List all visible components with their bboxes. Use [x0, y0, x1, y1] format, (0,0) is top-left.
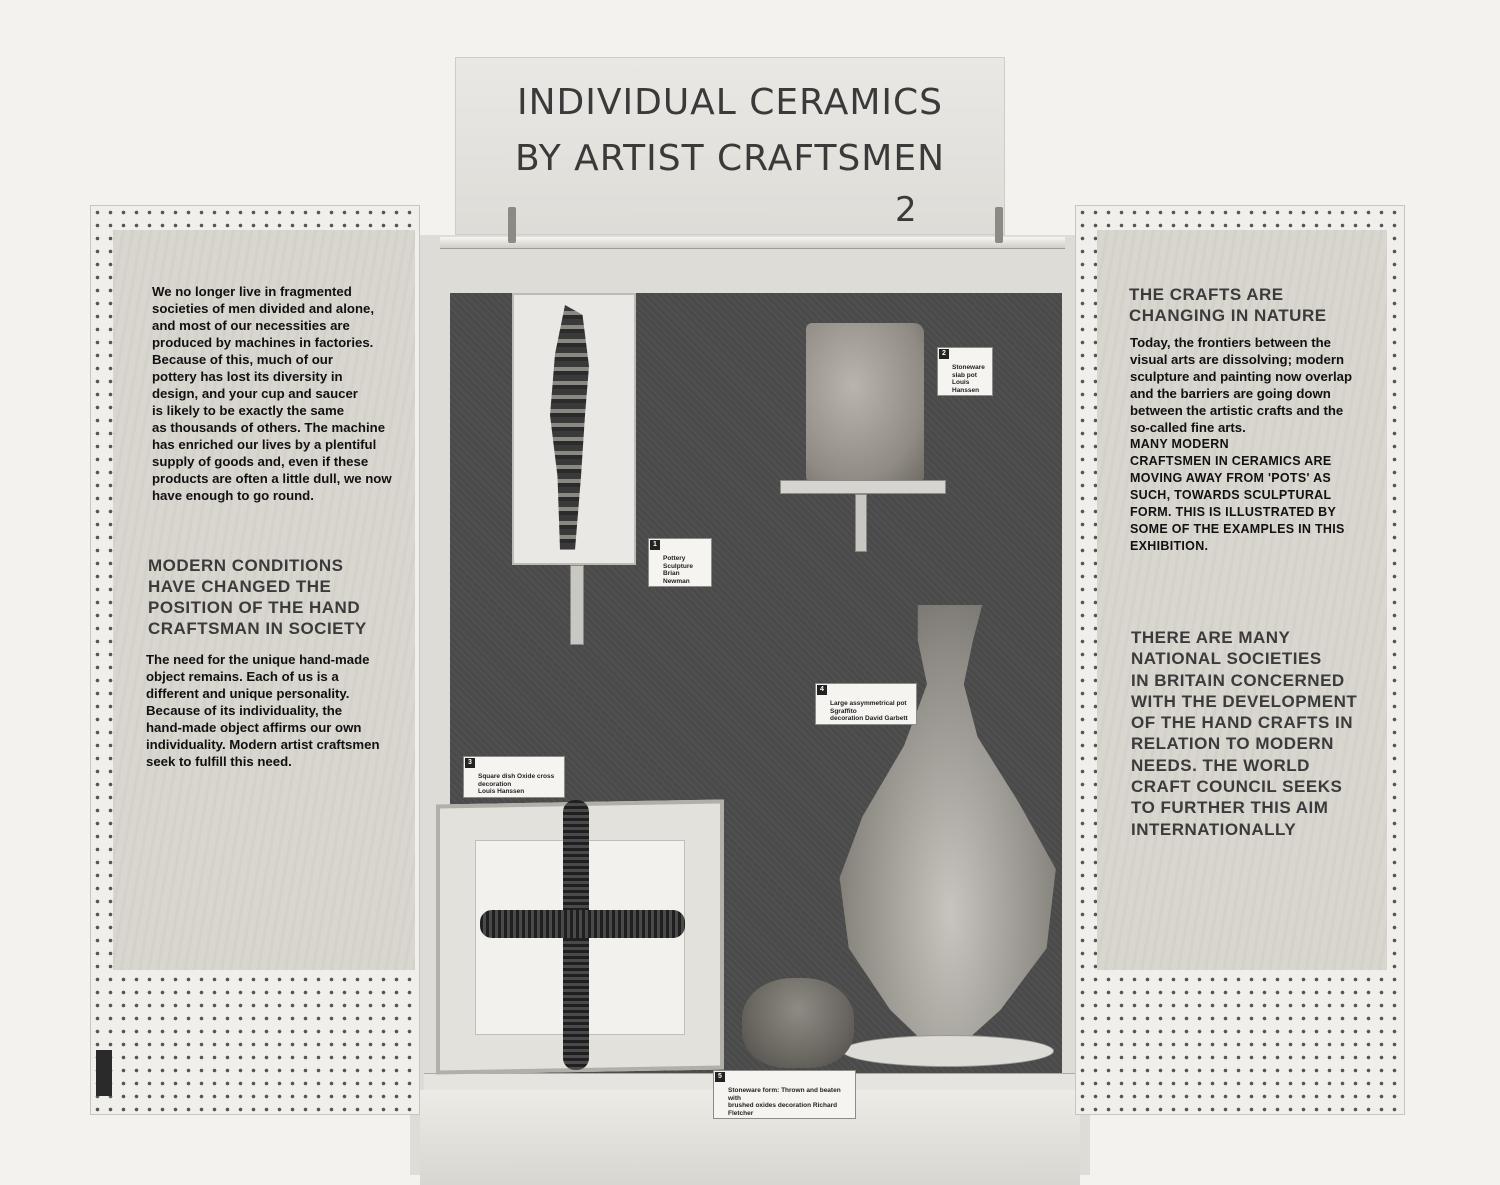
exhibit-label-1 — [648, 538, 712, 587]
exhibit-label-4-text: Large assymmetrical pot Sgraffito decoration David Garbett — [830, 700, 908, 722]
exhibit-label-2 — [937, 347, 993, 396]
exhibit-label-5-number: 5 — [715, 1072, 725, 1082]
inventory-tag — [96, 1050, 112, 1096]
left-body-text: The need for the unique hand-made object remains. Each of us is a different and unique personality. Because of its individuality, the hand-made object affirms our own individuality. Modern artist craftsmen seek to fulfill this need. — [146, 652, 380, 769]
right-heading-2: THERE ARE MANY NATIONAL SOCIETIES IN BRITAIN CONCERNED WITH THE DEVELOPMENT OF THE HAND CRAFTS IN RELATION TO MODERN NEEDS. THE WORLD CRAFT COUNCIL SEEKS TO FURTHER THIS AIM INTERNATIONALLY — [1131, 628, 1358, 839]
left-intro-text: We no longer live in fragmented societies of men divided and alone, and most of our necessities are produced by machines in factories. Because of this, much of our pottery has lost its diversity in design, and your cup and saucer is likely to be exactly the same as thousands of others. The machine has enriched our lives by a plentiful supply of goods and, even if these products are often a little dull, we now have enough to go round. — [152, 284, 392, 503]
exhibit-label-1-number: 1 — [650, 540, 660, 550]
left-heading: MODERN CONDITIONS HAVE CHANGED THE POSITION OF THE HAND CRAFTSMAN IN SOCIETY — [148, 556, 367, 638]
exhibit-3-cross-horizontal — [480, 910, 685, 938]
exhibit-2-shelf — [780, 480, 946, 494]
rail-clip-left — [508, 207, 516, 243]
right-caps-text: MANY MODERN CRAFTSMEN IN CERAMICS ARE MOVING AWAY FROM 'POTS' AS SUCH, TOWARDS SCULPTURAL FORM. THIS IS ILLUSTRATED BY SOME OF THE EXAMPLES IN THIS EXHIBITION. — [1130, 437, 1345, 553]
title-number: 2 — [895, 190, 917, 230]
right-intro-text: Today, the frontiers between the visual arts are dissolving; modern sculpture and painting now overlap and the barriers are going down between the artistic crafts and the so-called fine arts. — [1130, 335, 1353, 435]
exhibit-label-4 — [815, 683, 917, 725]
right-heading: THE CRAFTS ARE CHANGING IN NATURE — [1129, 285, 1327, 325]
exhibit-4-stand — [842, 1035, 1054, 1067]
exhibit-label-2-number: 2 — [939, 349, 949, 359]
rail-clip-right — [995, 207, 1003, 243]
exhibit-2-slab-pot — [806, 323, 924, 481]
title-line-1: INDIVIDUAL CERAMICS — [516, 82, 944, 123]
exhibit-1-bracket — [570, 565, 584, 645]
exhibit-label-3-number: 3 — [465, 758, 475, 768]
exhibit-label-5-text: Stoneware form: Thrown and beaten with brushed oxides decoration Richard Fletcher — [728, 1087, 841, 1117]
title-line-2: BY ARTIST CRAFTSMEN — [514, 138, 946, 179]
exhibit-2-bracket — [855, 494, 867, 552]
hanging-rail — [440, 237, 1065, 249]
exhibit-5-stoneware-form — [742, 978, 854, 1068]
exhibit-label-4-number: 4 — [817, 685, 827, 695]
exhibit-label-2-text: Stoneware slab pot Louis Hanssen — [952, 364, 985, 394]
exhibit-label-5 — [713, 1070, 856, 1119]
exhibit-label-3-text: Square dish Oxide cross decoration Louis Hanssen — [478, 773, 555, 795]
exhibit-label-3 — [463, 756, 565, 798]
exhibit-label-1-text: Pottery Sculpture Brian Newman — [663, 555, 693, 585]
